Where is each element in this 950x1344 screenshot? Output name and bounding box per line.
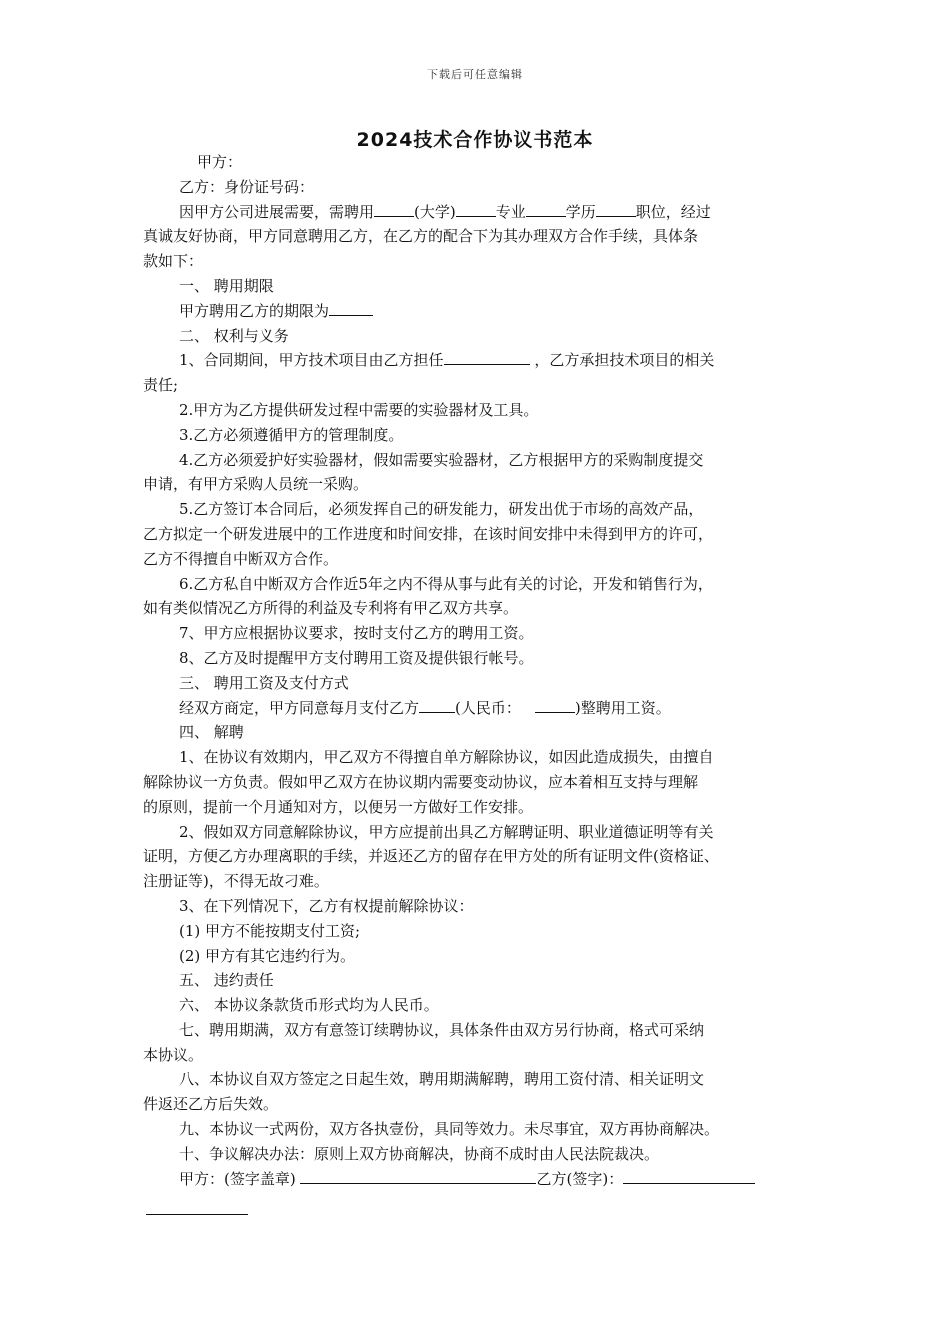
section-6-heading: 六、 本协议条款货币形式均为人民币。 bbox=[179, 996, 439, 1015]
blank-rmb bbox=[535, 697, 575, 713]
salary-text-c: )整聘用工资。 bbox=[574, 698, 671, 717]
salary-text-a: 经双方商定，甲方同意每月支付乙方 bbox=[179, 698, 420, 717]
intro-text-4: 学历 bbox=[565, 202, 596, 221]
intro-line-1 bbox=[143, 200, 809, 225]
blank-project bbox=[444, 349, 530, 365]
signature-line bbox=[143, 1167, 809, 1192]
item-4-2-line-1: 2、假如双方同意解除协议，甲方应提前出具乙方解聘证明、职业道德证明等有关 bbox=[179, 822, 714, 841]
term-text: 甲方聘用乙方的期限为 bbox=[179, 301, 330, 320]
intro-text-1: 因甲方公司进展需要，需聘用 bbox=[179, 202, 375, 221]
item-2-1-text-b: ，乙方承担技术项目的相关 bbox=[529, 351, 715, 370]
item-4-1-line-3: 的原则，提前一个月通知对方，以便另一方做好工作安排。 bbox=[143, 797, 534, 816]
item-2-6-line-2: 如有类似情况乙方所得的利益及专利将有甲乙双方共享。 bbox=[143, 599, 519, 618]
signature-party-b-blank bbox=[623, 1168, 755, 1184]
intro-line-3: 款如下： bbox=[143, 252, 204, 271]
section-5-heading: 五、 违约责任 bbox=[179, 971, 274, 990]
item-2-6-line-1: 6.乙方私自中断双方合作近5年之内不得从事与此有关的讨论，开发和销售行为， bbox=[179, 574, 713, 593]
item-4-3-1: (1) 甲方不能按期支付工资; bbox=[179, 921, 361, 940]
intro-text-2: (大学) bbox=[414, 202, 456, 221]
item-4-1-line-1: 1、在协议有效期内，甲乙双方不得擅自单方解除协议，如因此造成损失，由擅自 bbox=[179, 748, 714, 767]
section-1-heading: 一、 聘用期限 bbox=[179, 276, 274, 295]
header-note: 下载后可任意编辑 bbox=[427, 68, 523, 81]
blank-major bbox=[456, 201, 496, 217]
signature-continuation-blank bbox=[146, 1214, 248, 1215]
signature-party-a-blank bbox=[300, 1168, 536, 1184]
blank-university bbox=[374, 201, 414, 217]
party-a-line: 甲方： bbox=[197, 153, 243, 171]
signature-party-a-label: 甲方：(签字盖章) bbox=[179, 1169, 301, 1188]
section-9: 九、本协议一式两份，双方各执壹份，具同等效力。未尽事宜，双方再协商解决。 bbox=[179, 1120, 720, 1139]
item-2-1-line-1 bbox=[143, 348, 809, 373]
item-4-2-line-3: 注册证等)，不得无故刁难。 bbox=[143, 872, 329, 891]
document-title: 2024技术合作协议书范本 bbox=[356, 129, 594, 151]
intro-text-3: 专业 bbox=[495, 202, 526, 221]
item-4-1-line-2: 解除协议一方负责。假如甲乙双方在协议期内需要变动协议，应本着相互支持与理解 bbox=[143, 772, 699, 791]
party-b-line: 乙方：身份证号码： bbox=[179, 177, 315, 196]
section-3-heading: 三、 聘用工资及支付方式 bbox=[179, 673, 349, 692]
item-4-2-line-2: 证明，方便乙方办理离职的手续，并返还乙方的留存在甲方处的所有证明文件(资格证、 bbox=[143, 847, 719, 866]
intro-text-5: 职位，经过 bbox=[635, 202, 711, 221]
item-2-1-text-a: 1、合同期间，甲方技术项目由乙方担任 bbox=[179, 351, 444, 370]
item-2-1-line-2: 责任; bbox=[143, 376, 179, 395]
blank-degree bbox=[526, 201, 566, 217]
blank-position bbox=[596, 201, 636, 217]
item-2-5-line-1: 5.乙方签订本合同后，必须发挥自己的研发能力，研发出优于市场的高效产品， bbox=[179, 500, 704, 519]
intro-line-2: 真诚友好协商，甲方同意聘用乙方，在乙方的配合下为其办理双方合作手续，具体条 bbox=[143, 227, 699, 246]
section-7-line-2: 本协议。 bbox=[143, 1045, 204, 1064]
section-7-line-1: 七、聘用期满，双方有意签订续聘协议，具体条件由双方另行协商，格式可采纳 bbox=[179, 1020, 705, 1039]
section-3-text bbox=[143, 696, 809, 721]
item-4-3: 3、在下列情况下，乙方有权提前解除协议： bbox=[179, 896, 474, 915]
section-1-text bbox=[143, 299, 809, 324]
section-10: 十、争议解决办法：原则上双方协商解决，协商不成时由人民法院裁决。 bbox=[179, 1144, 660, 1163]
item-2-5-line-3: 乙方不得擅自中断双方合作。 bbox=[143, 549, 339, 568]
item-4-3-2: (2) 甲方有其它违约行为。 bbox=[179, 946, 356, 965]
item-2-3: 3.乙方必须遵循甲方的管理制度。 bbox=[179, 425, 404, 444]
signature-party-b-label: 乙方(签字)： bbox=[536, 1169, 624, 1188]
section-8-line-2: 件返还乙方后失效。 bbox=[143, 1095, 279, 1114]
item-2-4-line-2: 申请，有甲方采购人员统一采购。 bbox=[143, 475, 369, 494]
blank-salary bbox=[419, 697, 455, 713]
item-2-8: 8、乙方及时提醒甲方支付聘用工资及提供银行帐号。 bbox=[179, 648, 534, 667]
blank-term bbox=[329, 300, 373, 316]
section-8-line-1: 八、本协议自双方签定之日起生效，聘用期满解聘，聘用工资付清、相关证明文 bbox=[179, 1070, 705, 1089]
item-2-7: 7、甲方应根据协议要求，按时支付乙方的聘用工资。 bbox=[179, 624, 534, 643]
item-2-5-line-2: 乙方拟定一个研发进展中的工作进度和时间安排，在该时间安排中未得到甲方的许可， bbox=[143, 524, 714, 543]
section-2-heading: 二、 权利与义务 bbox=[179, 326, 289, 345]
item-2-4-line-1: 4.乙方必须爱护好实验器材，假如需要实验器材，乙方根据甲方的采购制度提交 bbox=[179, 450, 704, 469]
salary-text-b: (人民币： bbox=[455, 698, 521, 717]
document-body bbox=[143, 150, 809, 1191]
section-4-heading: 四、 解聘 bbox=[179, 723, 244, 742]
item-2-2: 2.甲方为乙方提供研发过程中需要的实验器材及工具。 bbox=[179, 400, 539, 419]
